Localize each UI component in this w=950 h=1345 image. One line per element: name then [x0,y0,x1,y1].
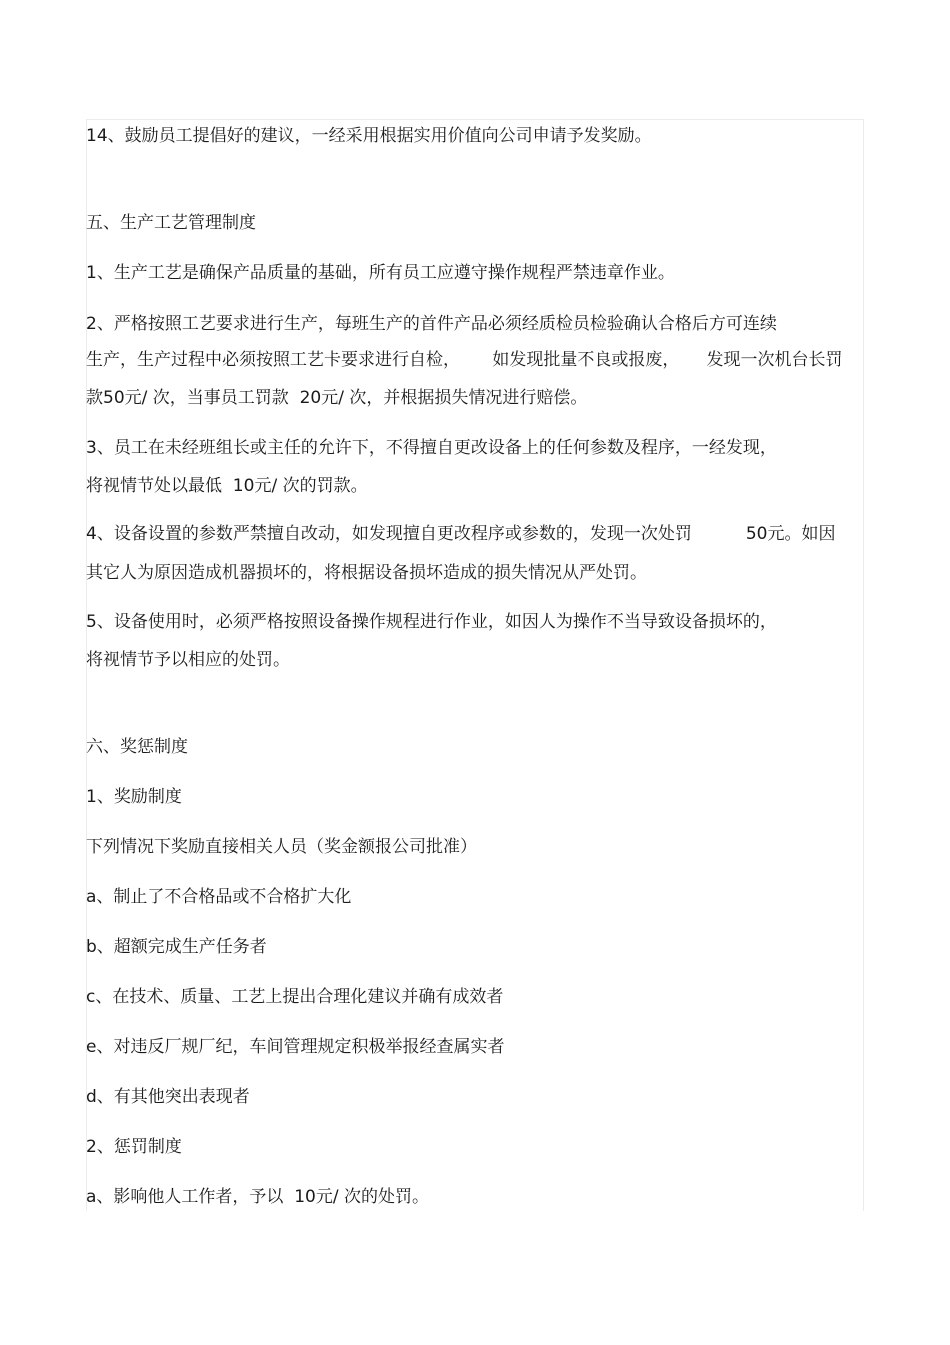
reward-item-e: e、对违反厂规厂纪，车间管理规定积极举报经查属实者 [86,1037,505,1057]
section-5-item-5-line-2: 将视情节予以相应的处罚。 [86,650,290,670]
section-5-item-2-line-1: 2、严格按照工艺要求进行生产，每班生产的首件产品必须经质检员检验确认合格后方可连续 [86,314,777,334]
section-5-item-5-line-1: 5、设备使用时，必须严格按照设备操作规程进行作业，如因人为操作不当导致设备损坏的， [86,612,777,632]
penalty-system-title: 2、惩罚制度 [86,1137,182,1157]
reward-item-b: b、超额完成生产任务者 [86,937,267,957]
section-5-item-1: 1、生产工艺是确保产品质量的基础，所有员工应遵守操作规程严禁违章作业。 [86,263,675,283]
section-5-item-3-line-2: 将视情节处以最低 10元/ 次的罚款。 [86,476,368,496]
section-5-item-3-line-1: 3、员工在未经班组长或主任的允许下，不得擅自更改设备上的任何参数及程序，一经发现， [86,438,777,458]
item-14: 14、鼓励员工提倡好的建议，一经采用根据实用价值向公司申请予发奖励。 [86,126,652,146]
section-5-item-4-line-1: 4、设备设置的参数严禁擅自改动，如发现擅自更改程序或参数的，发现一次处罚 50元。如因 [86,524,836,544]
reward-item-c: c、在技术、质量、工艺上提出合理化建议并确有成效者 [86,987,504,1007]
section-6-heading: 六、奖惩制度 [86,737,188,757]
section-5-heading: 五、生产工艺管理制度 [86,213,256,233]
penalty-item-a: a、影响他人工作者，予以 10元/ 次的处罚。 [86,1187,429,1207]
reward-intro: 下列情况下奖励直接相关人员（奖金额报公司批准） [86,837,477,857]
reward-item-d: d、有其他突出表现者 [86,1087,250,1107]
reward-system-title: 1、奖励制度 [86,787,182,807]
section-5-item-2-line-3: 款50元/ 次，当事员工罚款 20元/ 次，并根据损失情况进行赔偿。 [86,388,588,408]
section-5-item-4-line-2: 其它人为原因造成机器损坏的，将根据设备损坏造成的损失情况从严处罚。 [86,563,647,583]
section-5-item-2-line-2: 生产，生产过程中必须按照工艺卡要求进行自检， 如发现批量不良或报废， 发现一次机台长罚 [86,350,843,370]
reward-item-a: a、制止了不合格品或不合格扩大化 [86,887,352,907]
